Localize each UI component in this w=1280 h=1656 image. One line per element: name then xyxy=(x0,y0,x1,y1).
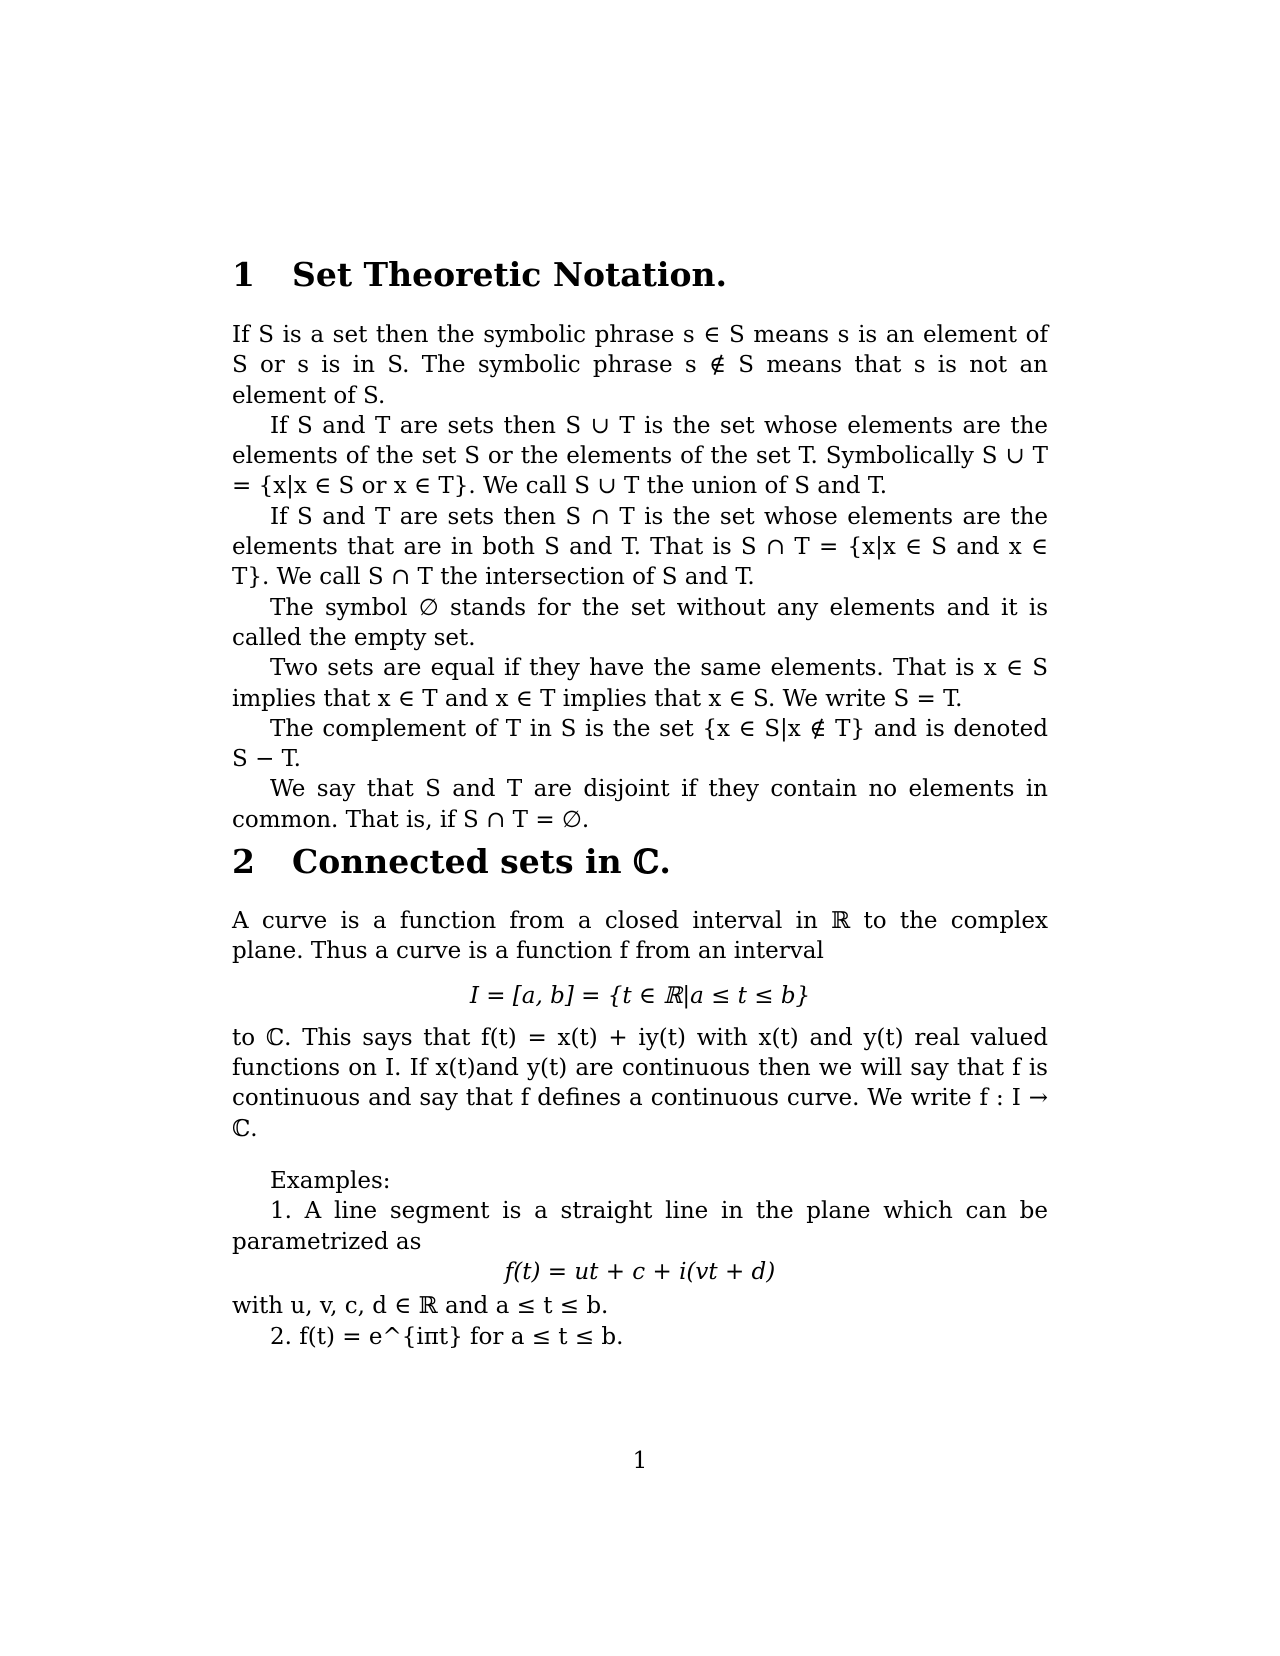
paragraph: If S and T are sets then S ∩ T is the set whose elements are the elements that are in both S and T. That is S ∩ T = {x|x ∈ S and x ∈ T}. We call S ∩ T the intersection of S and T. xyxy=(232,503,1048,591)
paragraph: A curve is a function from a closed interval in ℝ to the complex plane. Thus a curve is a function f from an interval xyxy=(232,908,1048,965)
section-1-number: 1 xyxy=(232,255,255,294)
section-1-body xyxy=(232,320,1048,835)
examples-label: Examples: xyxy=(270,1168,391,1195)
section-2-number: 2 xyxy=(232,842,255,881)
paragraph: If S and T are sets then S ∪ T is the set whose elements are the elements of the set S or the elements of the set T. Symbolically S ∪ T = {x|x ∈ S or x ∈ T}. We call S ∪ T the union of S and T. xyxy=(232,412,1048,500)
paragraph: The complement of T in S is the set {x ∈ S|x ∉ T} and is denoted S − T. xyxy=(232,715,1048,773)
paragraph: We say that S and T are disjoint if they contain no elements in common. That is, if S ∩ T = ∅. xyxy=(232,776,1048,833)
section-1-heading xyxy=(232,255,727,295)
example-2: 2. f(t) = e^{iπt} for a ≤ t ≤ b. xyxy=(270,1323,624,1350)
section-2-body xyxy=(232,906,1048,1352)
section-1-title: Set Theoretic Notation. xyxy=(292,255,727,294)
display-equation: I = [a, b] = {t ∈ ℝ|a ≤ t ≤ b} xyxy=(469,982,811,1009)
section-2-heading xyxy=(232,842,671,882)
paragraph: Two sets are equal if they have the same elements. That is x ∈ S implies that x ∈ T and x ∈ T implies that x ∈ S. We write S = T. xyxy=(232,655,1048,712)
paragraph: to ℂ. This says that f(t) = x(t) + iy(t) with x(t) and y(t) real valued functions on I. If x(t)and y(t) are continuous then we will say that f is continuous and say that f defines a continuous curve. We write f : I → ℂ. xyxy=(232,1024,1048,1142)
section-2-title: Connected sets in ℂ. xyxy=(292,842,671,881)
example-1: 1. A line segment is a straight line in the plane which can be parametrized as xyxy=(232,1198,1048,1255)
page-number: 1 xyxy=(632,1448,648,1474)
paragraph: The symbol ∅ stands for the set without any elements and it is called the empty set. xyxy=(232,594,1048,651)
example-1-tail: with u, v, c, d ∈ ℝ and a ≤ t ≤ b. xyxy=(232,1293,609,1320)
display-equation: f(t) = ut + c + i(vt + d) xyxy=(504,1258,776,1285)
paragraph: If S is a set then the symbolic phrase s ∈ S means s is an element of S or s is in S. The symbolic phrase s ∉ S means that s is not an element of S. xyxy=(232,322,1048,409)
